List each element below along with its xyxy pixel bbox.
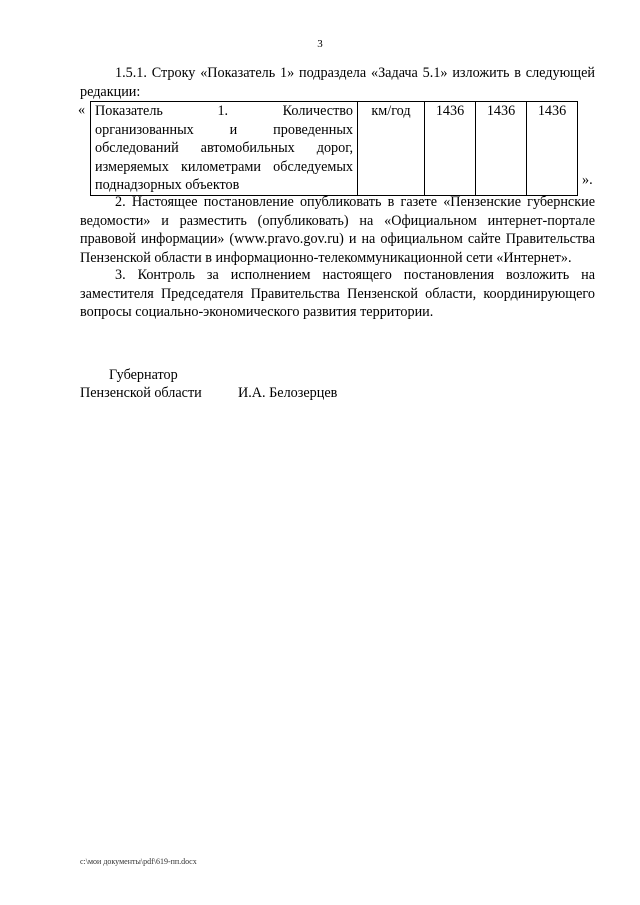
paragraph-publication: 2. Настоящее постановление опубликовать в газете «Пензенские губернские ведомости» и разместить (опубликовать) на «Официальном интернет-портале правовой информации» (www.pravo.gov.ru) и на официальном сайте Правительства Пензенской области в информационно-телекоммуникационной сети «Интернет». [80, 194, 595, 266]
value-cell: 1436 [527, 102, 578, 196]
indicator-row-block [78, 101, 598, 193]
signer-name: И.А. Белозерцев [238, 385, 338, 401]
table-row [91, 102, 578, 196]
unit-cell: км/год [358, 102, 425, 196]
indicator-table [90, 101, 578, 196]
closing-quote: ». [582, 172, 593, 188]
paragraph-amendment: 1.5.1. Строку «Показатель 1» подраздела «Задача 5.1» изложить в следующей редакции: [80, 65, 595, 100]
signer-title: Губернатор [109, 367, 178, 383]
value-cell: 1436 [476, 102, 527, 196]
paragraph-control: 3. Контроль за исполнением настоящего постановления возложить на заместителя Председателя Правительства Пензенской области, координирующего вопросы социально-экономического развития территории. [80, 267, 595, 320]
signer-region: Пензенской области [80, 385, 202, 401]
opening-quote: « [78, 102, 86, 118]
indicator-name-cell: Показатель 1. Количество организованных и проведенных обследований автомобильных дорог, измеряемых километрами обследуемых поднадзорных объектов [91, 102, 358, 196]
page-number: 3 [317, 38, 323, 50]
footer-file-path: c:\мои документы\pdf\619-пп.docx [80, 857, 197, 866]
value-cell: 1436 [425, 102, 476, 196]
